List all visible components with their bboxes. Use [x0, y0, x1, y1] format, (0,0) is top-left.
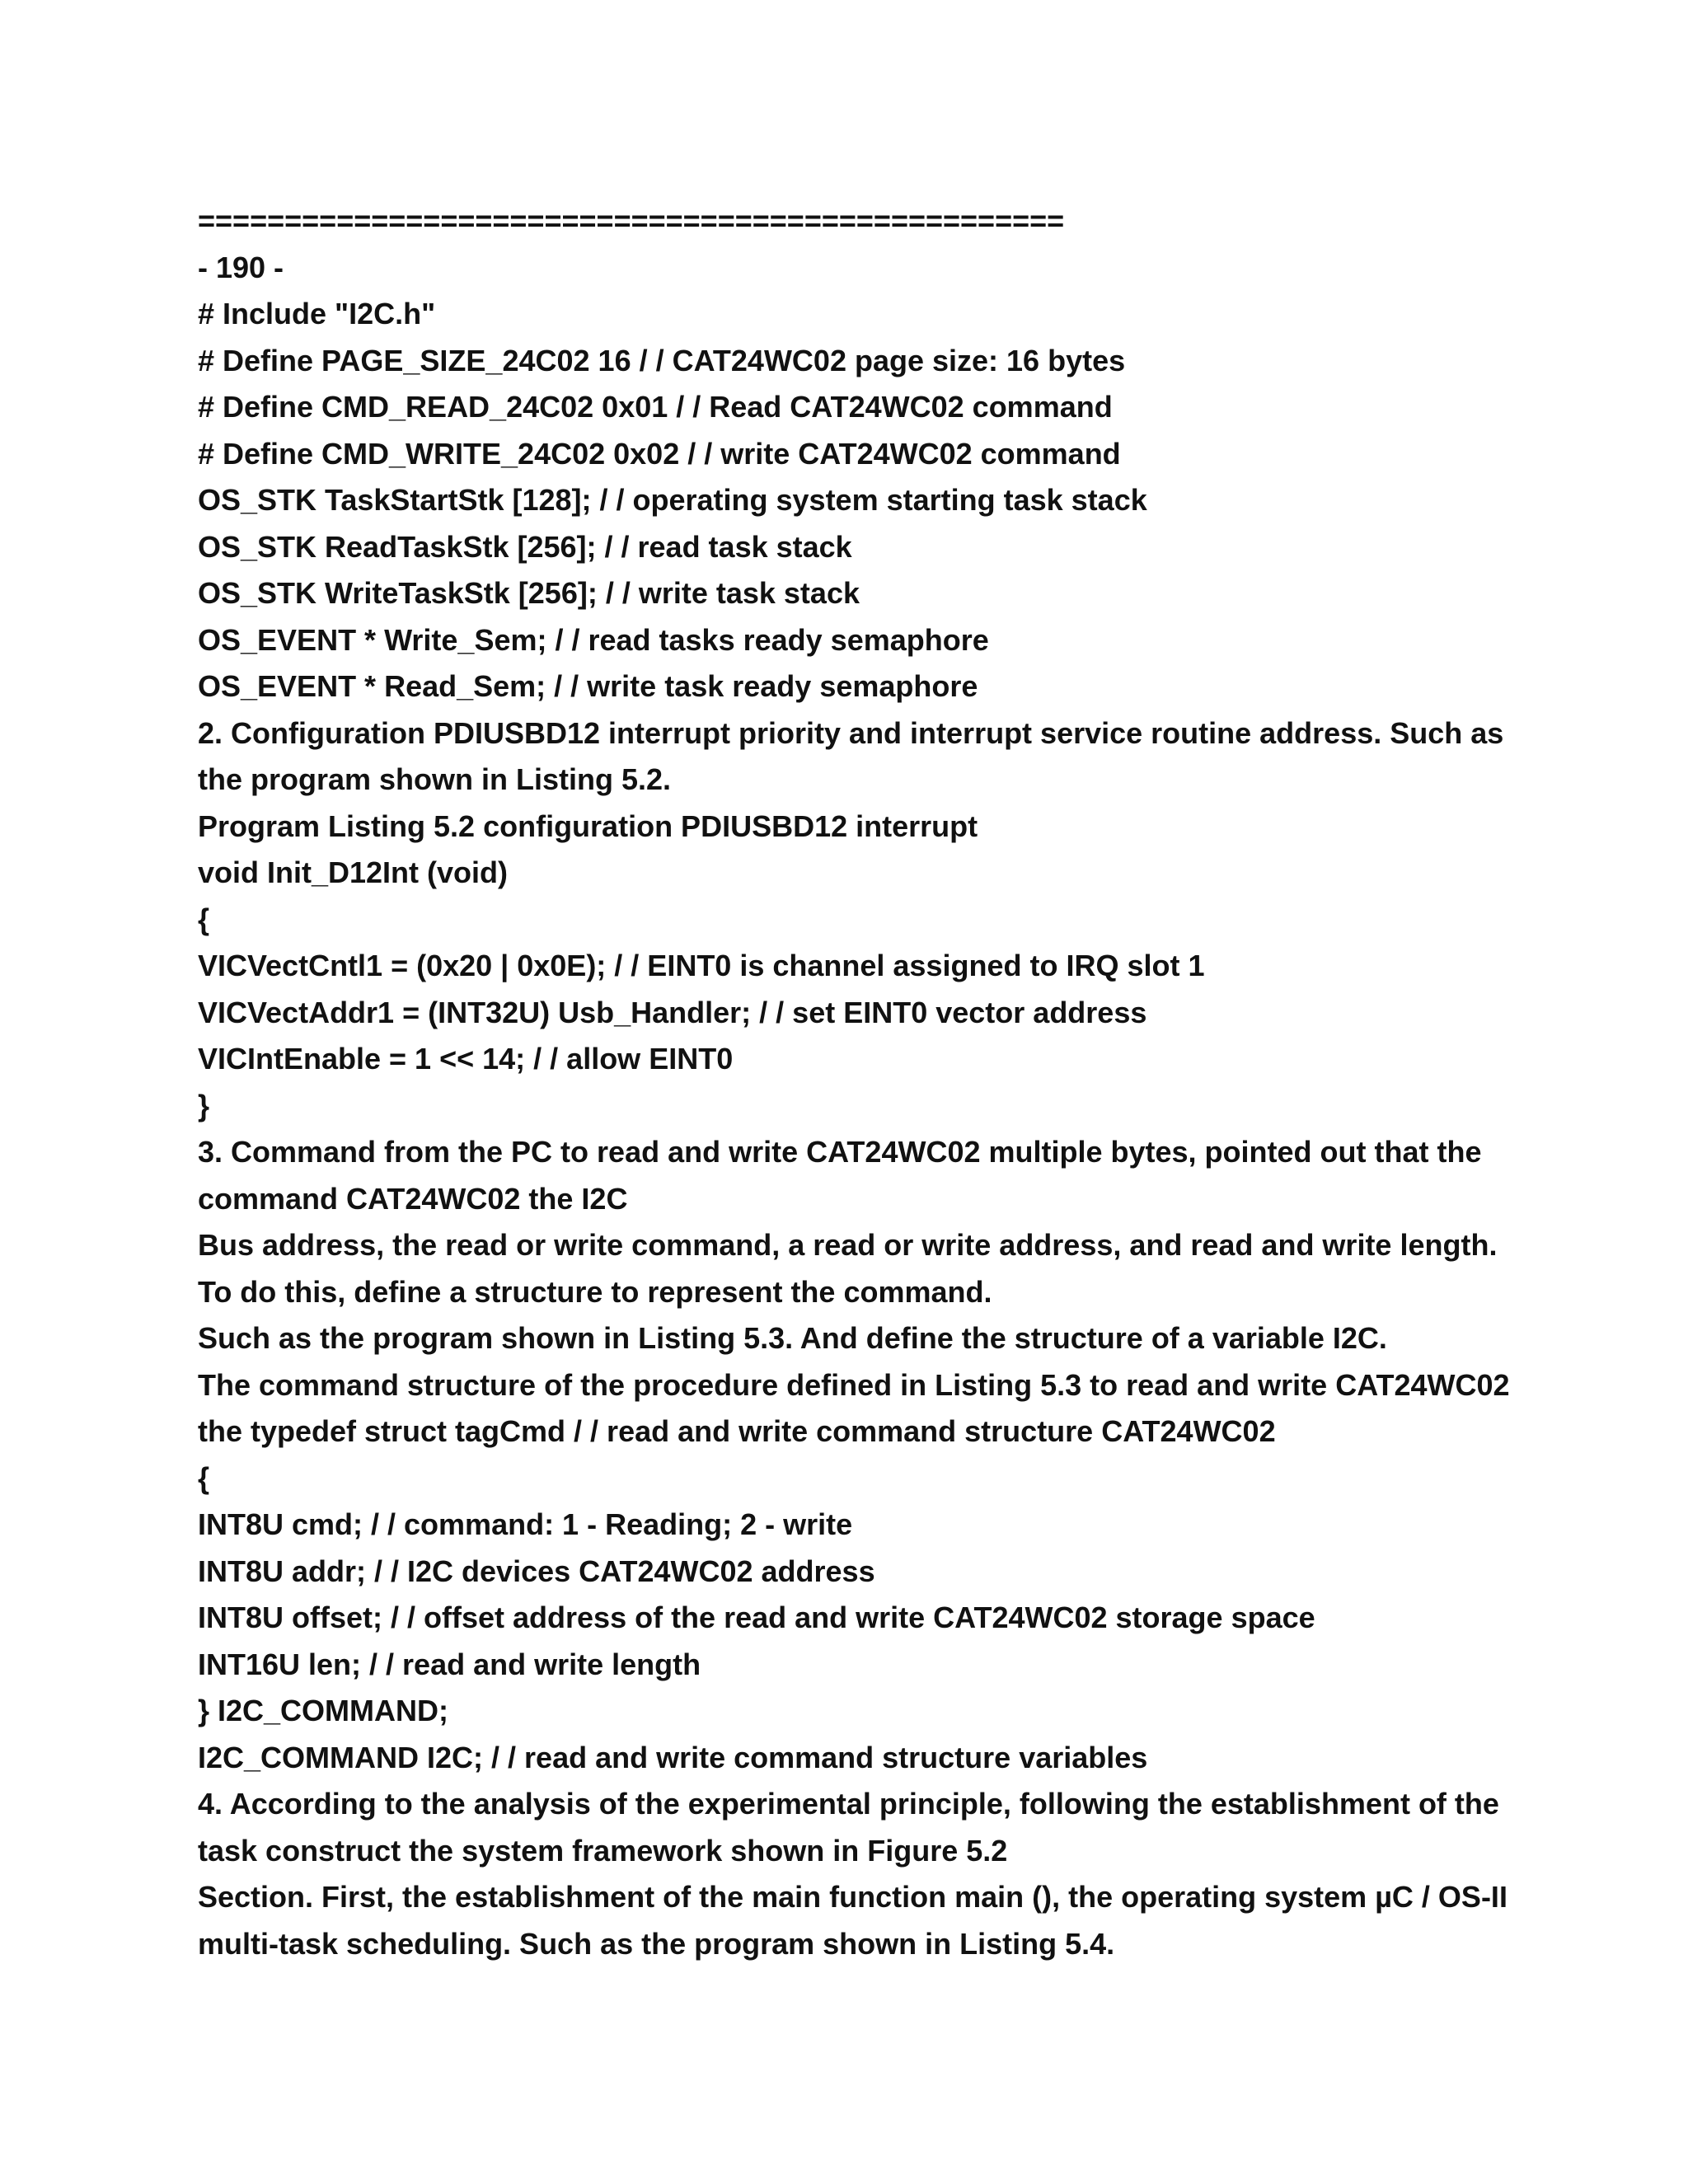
- text-line: OS_EVENT * Read_Sem; / / write task ready semaphore: [198, 669, 978, 703]
- text-line: OS_STK TaskStartStk [128]; / / operating system starting task stack: [198, 483, 1147, 517]
- text-line: The command structure of the procedure defined in Listing 5.3 to read and write CAT24WC02: [198, 1367, 1510, 1402]
- text-line: OS_EVENT * Write_Sem; / / read tasks ready semaphore: [198, 622, 989, 657]
- text-line: task construct the system framework shown in Figure 5.2: [198, 1833, 1008, 1868]
- text-line: INT16U len; / / read and write length: [198, 1647, 701, 1681]
- document-page: [198, 198, 1517, 1967]
- text-line: Bus address, the read or write command, a read or write address, and read and write length.: [198, 1228, 1498, 1262]
- text-line: } I2C_COMMAND;: [198, 1694, 449, 1727]
- text-line: }: [198, 1088, 210, 1122]
- text-line: the typedef struct tagCmd / / read and write command structure CAT24WC02: [198, 1414, 1276, 1448]
- text-line: Section. First, the establishment of the main function main (), the operating system µC / OS-II: [198, 1880, 1507, 1914]
- text-line: # Define CMD_READ_24C02 0x01 / / Read CAT24WC02 command: [198, 390, 1113, 424]
- text-line: VICVectAddr1 = (INT32U) Usb_Handler; / / set EINT0 vector address: [198, 995, 1147, 1029]
- text-line: Program Listing 5.2 configuration PDIUSBD12 interrupt: [198, 808, 978, 843]
- text-line: Such as the program shown in Listing 5.3. And define the structure of a variable I2C.: [198, 1321, 1387, 1355]
- text-line: VICIntEnable = 1 << 14; / / allow EINT0: [198, 1042, 734, 1076]
- text-line: void Init_D12Int (void): [198, 855, 509, 889]
- page-number: - 190 -: [198, 250, 284, 284]
- text-line: 4. According to the analysis of the experimental principle, following the establishment of the: [198, 1787, 1499, 1821]
- text-line: To do this, define a structure to represent the command.: [198, 1274, 992, 1309]
- text-line: multi-task scheduling. Such as the program shown in Listing 5.4.: [198, 1926, 1115, 1961]
- text-line: the program shown in Listing 5.2.: [198, 762, 672, 796]
- text-line: {: [198, 902, 210, 936]
- text-line: VICVectCntl1 = (0x20 | 0x0E); / / EINT0 is channel assigned to IRQ slot 1: [198, 949, 1205, 982]
- text-line: # Define PAGE_SIZE_24C02 16 / / CAT24WC02 page size: 16 bytes: [198, 343, 1126, 377]
- text-line: INT8U addr; / / I2C devices CAT24WC02 address: [198, 1554, 875, 1588]
- text-line: {: [198, 1460, 210, 1495]
- text-line: OS_STK WriteTaskStk [256]; / / write task stack: [198, 576, 860, 610]
- text-line: # Define CMD_WRITE_24C02 0x02 / / write CAT24WC02 command: [198, 436, 1121, 471]
- text-line: 3. Command from the PC to read and write CAT24WC02 multiple bytes, pointed out that the: [198, 1135, 1482, 1169]
- text-line: command CAT24WC02 the I2C: [198, 1181, 628, 1216]
- text-line: I2C_COMMAND I2C; / / read and write command structure variables: [198, 1740, 1148, 1774]
- text-line: 2. Configuration PDIUSBD12 interrupt priority and interrupt service routine address. Such as: [198, 715, 1504, 750]
- text-line: # Include "I2C.h": [198, 297, 436, 330]
- text-line: INT8U offset; / / offset address of the read and write CAT24WC02 storage space: [198, 1601, 1315, 1634]
- separator-line: ==================================================: [198, 204, 1065, 237]
- text-line: OS_STK ReadTaskStk [256]; / / read task stack: [198, 529, 852, 564]
- text-line: INT8U cmd; / / command: 1 - Reading; 2 - write: [198, 1507, 853, 1541]
